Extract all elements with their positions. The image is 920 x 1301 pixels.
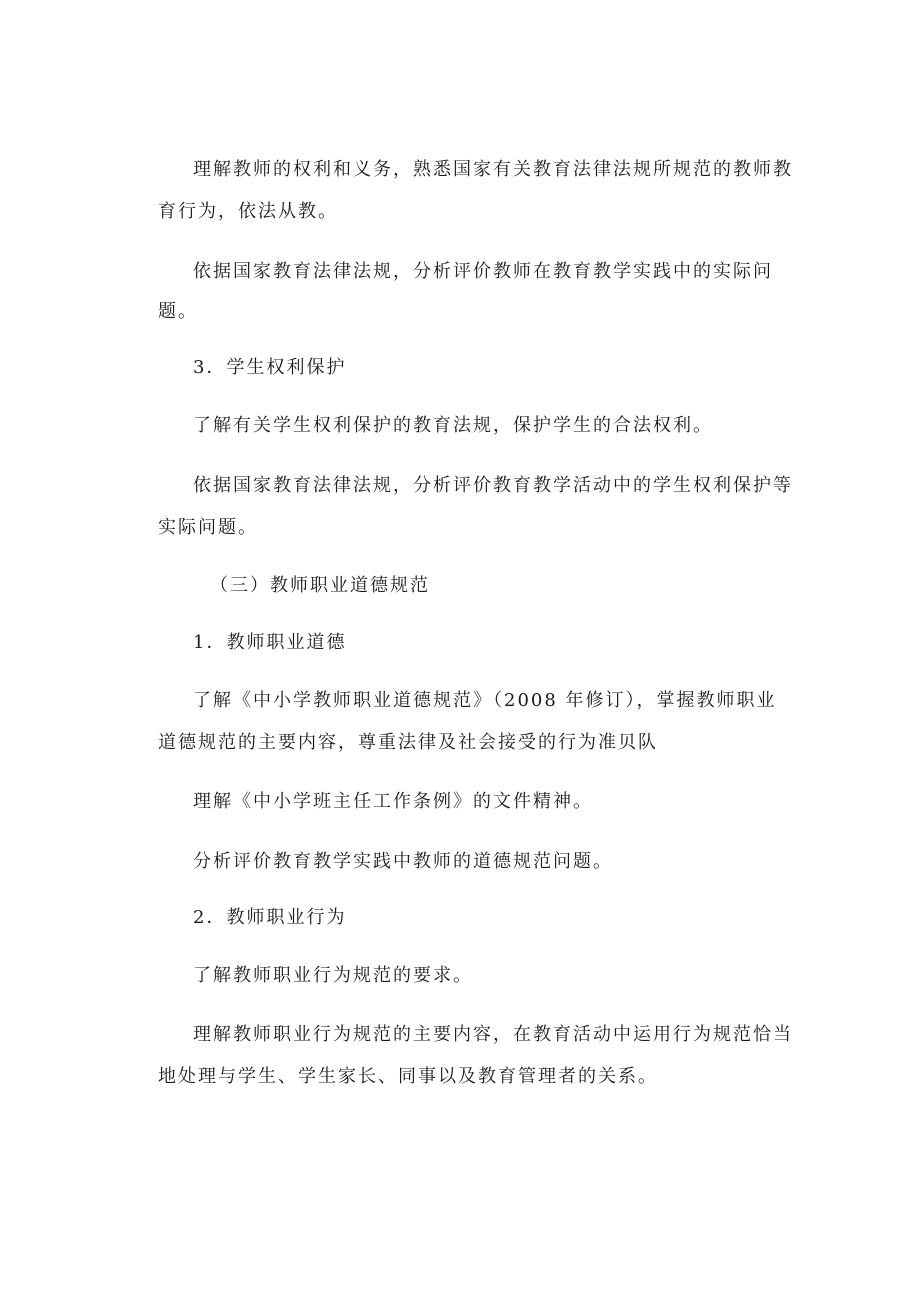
paragraph-line: 理解《中小学班主任工作条例》的文件精神。	[193, 791, 593, 812]
subheading: 3．学生权利保护	[193, 357, 347, 378]
paragraph-line: 地处理与学生、学生家长、同事以及教育管理者的关系。	[158, 1066, 658, 1087]
subheading: 1．教师职业道德	[193, 632, 347, 653]
section-heading: （三）教师职业道德规范	[210, 575, 430, 596]
paragraph-line: 理解教师的权利和义务，熟悉国家有关教育法律法规所规范的教师教	[193, 159, 793, 180]
paragraph-line: 分析评价教育教学实践中教师的道德规范问题。	[193, 851, 613, 872]
paragraph-line: 依据国家教育法律法规，分析评价教师在教育教学实践中的实际问	[193, 261, 773, 282]
paragraph-line: 题。	[158, 301, 198, 322]
paragraph-line: 了解《中小学教师职业道德规范》（2008 年修订），掌握教师职业	[193, 690, 777, 711]
paragraph-line: 育行为，依法从教。	[158, 201, 338, 222]
paragraph-line: 理解教师职业行为规范的主要内容，在教育活动中运用行为规范恰当	[193, 1024, 793, 1045]
subheading: 2．教师职业行为	[193, 907, 347, 928]
paragraph-line: 实际问题。	[158, 517, 258, 538]
paragraph-line: 道德规范的主要内容，尊重法律及社会接受的行为准贝队	[158, 732, 658, 753]
paragraph-line: 依据国家教育法律法规，分析评价教育教学活动中的学生权利保护等	[193, 475, 793, 496]
paragraph-line: 了解有关学生权利保护的教育法规，保护学生的合法权利。	[193, 415, 713, 436]
paragraph-line: 了解教师职业行为规范的要求。	[193, 965, 473, 986]
